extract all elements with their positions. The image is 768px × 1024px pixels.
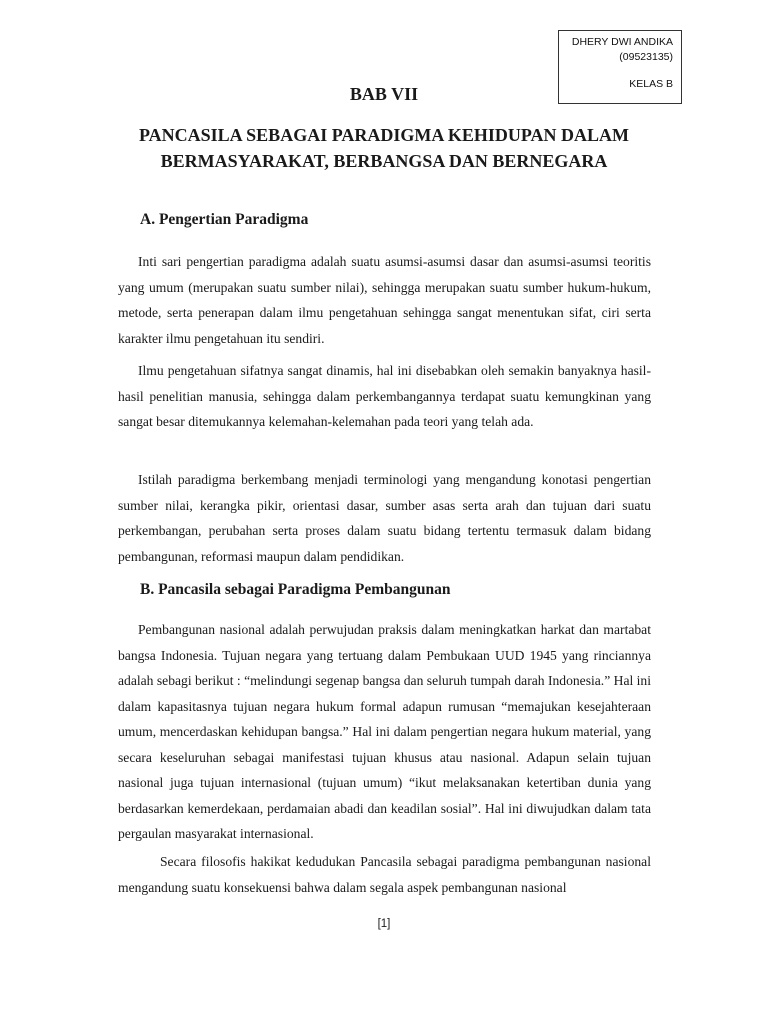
- author-name: DHERY DWI ANDIKA: [571, 36, 673, 48]
- section-b-paragraph-1: Pembangunan nasional adalah perwujudan praksis dalam meningkatkan harkat dan martabat bangsa Indonesia. Tujuan negara yang tertuang dalam Pembukaan UUD 1945 yang rinciannya adalah sebagi berikut : “melindungi segenap bangsa dan seluruh tumpah darah Indonesia.” Hal ini dalam kapasitasnya tujuan negara hukum formal adapun rumusan “memajukan kesejahteraan umum, mencerdaskan kehidupan bangsa.” Hal ini dalam pengertian negara hukum material, yang secara keseluruhan sebagai manifestasi tujuan khusus atau nasional. Adapun selain tujuan nasional juga tujuan internasional (tujuan umum) “ikut melaksanakan ketertiban dunia yang berdasarkan kemerdekaan, perdamaian abadi dan keadilan sosial”. Hal ini diwujudkan dalam tata pergaulan masyarakat internasional.: [118, 622, 652, 841]
- author-class: KELAS B: [629, 78, 673, 90]
- page-number: [1]: [377, 918, 391, 930]
- section-a-paragraph-3: Istilah paradigma berkembang menjadi terminologi yang mengandung konotasi pengertian sumber nilai, kerangka pikir, orientasi dasar, sumber asas serta arah dan tujuan dari suatu perkembangan, perubahan serta proses dalam suatu bidang tertentu termasuk dalam bidang pembangunan, reformasi maupun dalam pendidikan.: [118, 472, 651, 564]
- section-b-heading: B. Pancasila sebagai Paradigma Pembangunan: [140, 581, 451, 598]
- author-id: (09523135): [619, 51, 673, 63]
- chapter-title: BAB VII: [349, 84, 419, 104]
- main-title-line-1: PANCASILA SEBAGAI PARADIGMA KEHIDUPAN DALAM: [138, 125, 630, 145]
- main-title: [90, 122, 678, 174]
- section-b-paragraph-2: Secara filosofis hakikat kedudukan Pancasila sebagai paradigma pembangunan nasional mengandung suatu konsekuensi bahwa dalam segala aspek pembangunan nasional: [118, 854, 651, 895]
- section-a-heading: A. Pengertian Paradigma: [140, 211, 309, 228]
- section-a-paragraph-2: Ilmu pengetahuan sifatnya sangat dinamis, hal ini disebabkan oleh semakin banyaknya hasil-hasil penelitian manusia, sehingga dalam perkembangannya terdapat suatu kemungkinan yang sangat besar ditemukannya kelemahan-kelemahan pada teori yang telah ada.: [118, 363, 651, 429]
- main-title-line-2: BERMASYARAKAT, BERBANGSA DAN BERNEGARA: [160, 151, 608, 171]
- section-a-paragraph-1: Inti sari pengertian paradigma adalah suatu asumsi-asumsi dasar dan asumsi-asumsi teoritis yang umum (merupakan suatu sumber nilai), sehingga merupakan suatu sumber hukum-hukum, metode, serta penerapan dalam ilmu pengetahuan sehingga sangat menentukan sifat, ciri serta karakter ilmu pengetahuan itu sendiri.: [118, 254, 651, 346]
